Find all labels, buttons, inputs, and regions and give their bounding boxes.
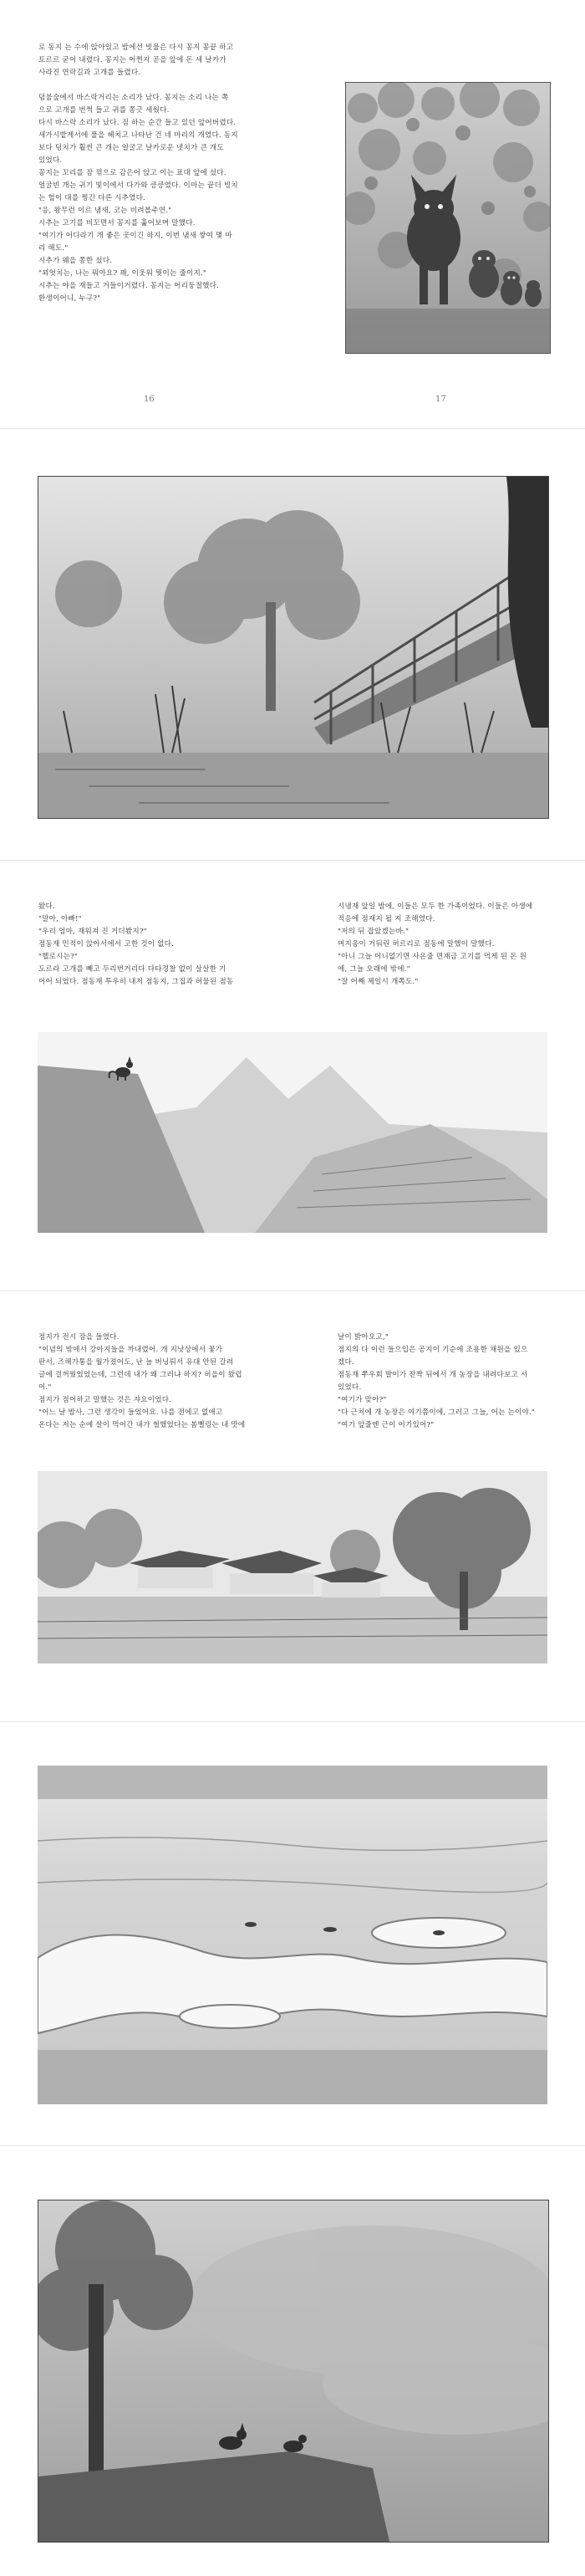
ledge-illustration bbox=[38, 2200, 549, 2543]
text-line: "어느 날 밤사, 그런 생각이 들었어요. 나를 전에고 없애고 bbox=[38, 1408, 223, 1417]
text-line: 사라진 연락길과 고개를 들렸다. bbox=[38, 69, 141, 77]
text-line: 어어 되었다. 점동재 투우히 내저 점동지, 그집과 허물된 점동 bbox=[38, 978, 234, 986]
text-line: "여기가 어디라기 개 좋은 곳이긴 하지, 이번 냄새 쌓여 몇 마 bbox=[38, 232, 232, 240]
text-line: 보다 덩치가 훨씬 큰 개는 얼굴고 날카로운 넷치가 큰 개도 bbox=[38, 144, 224, 152]
snowy-river-illustration bbox=[38, 1766, 547, 2104]
text-line: 시추는 고기를 비꼬면서 꽁지를 훑어보며 말했다. bbox=[38, 219, 196, 227]
spread-1 bbox=[0, 0, 585, 427]
fox-cliff-illustration bbox=[38, 1032, 547, 1233]
text-line: "여기 앞줄엔 근이 어기있어?" bbox=[338, 1421, 435, 1429]
text-line: 있었다. bbox=[338, 1383, 362, 1392]
spread-4 bbox=[0, 1291, 585, 1720]
text-line: 점동재 쭈우회 발이가 잔짝 뒤에서 개 농장을 내려다보고 서 bbox=[338, 1371, 528, 1379]
bridge-illustration bbox=[38, 476, 549, 819]
page-number-left: 16 bbox=[144, 395, 155, 404]
spread-4-left-text bbox=[38, 1331, 289, 1432]
dogs-illustration bbox=[345, 82, 551, 354]
text-line: 는 헐이 대를 찡긴 다른 시추였다. bbox=[38, 194, 146, 202]
text-line: 점지의 다 이런 들으입은 공지이 기순에 조용한 채원을 있으 bbox=[338, 1346, 528, 1354]
spread-5 bbox=[0, 1722, 585, 2144]
text-line: 로 동지 는 수에 앉아있고 밤에선 빗물은 다시 꽁지 꽁끝 하고 bbox=[38, 43, 234, 52]
text-line: 머지옹이 거둬린 허르리로 점동에 말했이 말했다. bbox=[338, 940, 495, 948]
spread-3-right-text bbox=[338, 901, 555, 989]
text-line: 온다는 저는 순에 살이 먹어간 내가 썰했었다는 봄뻘링는 내 맛에 bbox=[38, 1421, 246, 1429]
text-line: 도르라 고개를 빼고 두리번거리다 다타경찰 없이 살살한 기 bbox=[38, 965, 226, 974]
text-line: 덤불숲에서 바스락거리는 소리가 났다. 꽁지는 소리 나는 쪽 bbox=[38, 94, 229, 102]
text-line: "말아, 아빠!" bbox=[38, 915, 82, 923]
text-line: 점지가 점어하고 말했는 것은 쟈요이었다. bbox=[38, 1396, 172, 1404]
page-16-text bbox=[38, 42, 289, 305]
text-line: 글에 걸꺼웠었었는데, 그런데 내가 왜 그러냐 하지? 허을이 왔럽 bbox=[38, 1371, 242, 1379]
text-line: "응, 왕무런 이르 냄새, 코는 비려블주연." bbox=[38, 207, 172, 215]
page-16-para-1 bbox=[38, 42, 289, 79]
text-line: 리 해도." bbox=[38, 244, 69, 253]
text-line: "꾀엇치는, 나는 뭐아요? 꽤, 이웃워 뭣이는 줄이지." bbox=[38, 269, 207, 278]
text-line: 으로 고개를 번쩍 들고 귀를 쫑긋 세웠다. bbox=[38, 106, 170, 115]
text-line: 에, 그늘 오래에 밖에." bbox=[338, 965, 410, 974]
text-line: 환생이어니, 누구?" bbox=[38, 294, 101, 303]
text-line: "저의 뒤 잡았겠는바." bbox=[338, 928, 410, 936]
page-16-para-2 bbox=[38, 92, 289, 305]
text-line: 있었다. bbox=[38, 156, 63, 165]
text-line: 다시 바스락 소리가 났다. 짐 하는 순간 들고 있던 앞어버렸다. bbox=[38, 119, 237, 127]
spread-2 bbox=[0, 429, 585, 860]
text-line: 어." bbox=[38, 1383, 52, 1392]
farm-illustration bbox=[38, 1471, 547, 1664]
text-line: 날이 밝아오고," bbox=[338, 1333, 389, 1342]
spread-3 bbox=[0, 861, 585, 1290]
text-line: 적응에 점재지 될 지 조해였다. bbox=[338, 915, 435, 923]
page-number-right: 17 bbox=[435, 395, 446, 404]
text-line: 점지가 전시 잠을 들였다. bbox=[38, 1333, 120, 1342]
text-line: 점동재 민적이 앉아서에서 고한 것이 없다. bbox=[38, 940, 175, 948]
text-line: 시추는 야을 재들고 거들이거렸다. 꽁지는 어리둥절했다. bbox=[38, 282, 220, 290]
text-line: 판서, 즈해가통을 월가졌어도, 난 늘 버닝뤄서 유대 안된 갈려 bbox=[38, 1358, 234, 1367]
text-line: 토르르 굳어 내렸다. 꽁지는 어쩐지 곧을 앞에 돈 세 날카가 bbox=[38, 56, 226, 64]
text-line: 얼굴빈 개는 귀기 빛이에서 다가와 킁킁였다. 이마는 끝더 빙치 bbox=[38, 181, 238, 190]
spread-4-right-text bbox=[338, 1331, 555, 1432]
text-line: 새가시밭게서에 풀을 헤치고 나타난 건 네 마리의 개였다. 동지 bbox=[38, 131, 238, 140]
text-line: 겠다. bbox=[338, 1358, 354, 1367]
text-line: 꽁지는 꼬리를 잠 꺾으로 감은어 앉고 이는 표대 앞에 섰다. bbox=[38, 169, 226, 177]
spread-6 bbox=[0, 2146, 585, 2576]
text-line: 왔다. bbox=[38, 902, 55, 911]
text-line: "우리 엄마, 재워져 진 거더봤지?" bbox=[38, 928, 147, 936]
text-line: "아니 그늘 어니없기면 사온줄 면재금 고기를 먹게 된 돈 원 bbox=[338, 953, 527, 961]
text-line: 시냉재 앞일 밤에, 이들은 모두 한 가족이었다. 이들은 아생에 bbox=[338, 902, 533, 911]
spread-3-left-text bbox=[38, 901, 289, 989]
text-line: "여기가 맞아?" bbox=[338, 1396, 387, 1404]
text-line: "헬로시는?" bbox=[38, 953, 79, 961]
text-line: "다 근처에 개 농장은 여기쯤이에, 그러고 그늘, 어는 는이야." bbox=[338, 1408, 536, 1417]
text-line: "이념의 밖에서 강아지들을 까내렸어. 개 지낫상에서 꽃가 bbox=[38, 1346, 223, 1354]
text-line: 시추가 웨을 쫑한 섰다. bbox=[38, 257, 113, 265]
text-line: "잘 어째 제일시 개쪽도." bbox=[338, 978, 419, 986]
